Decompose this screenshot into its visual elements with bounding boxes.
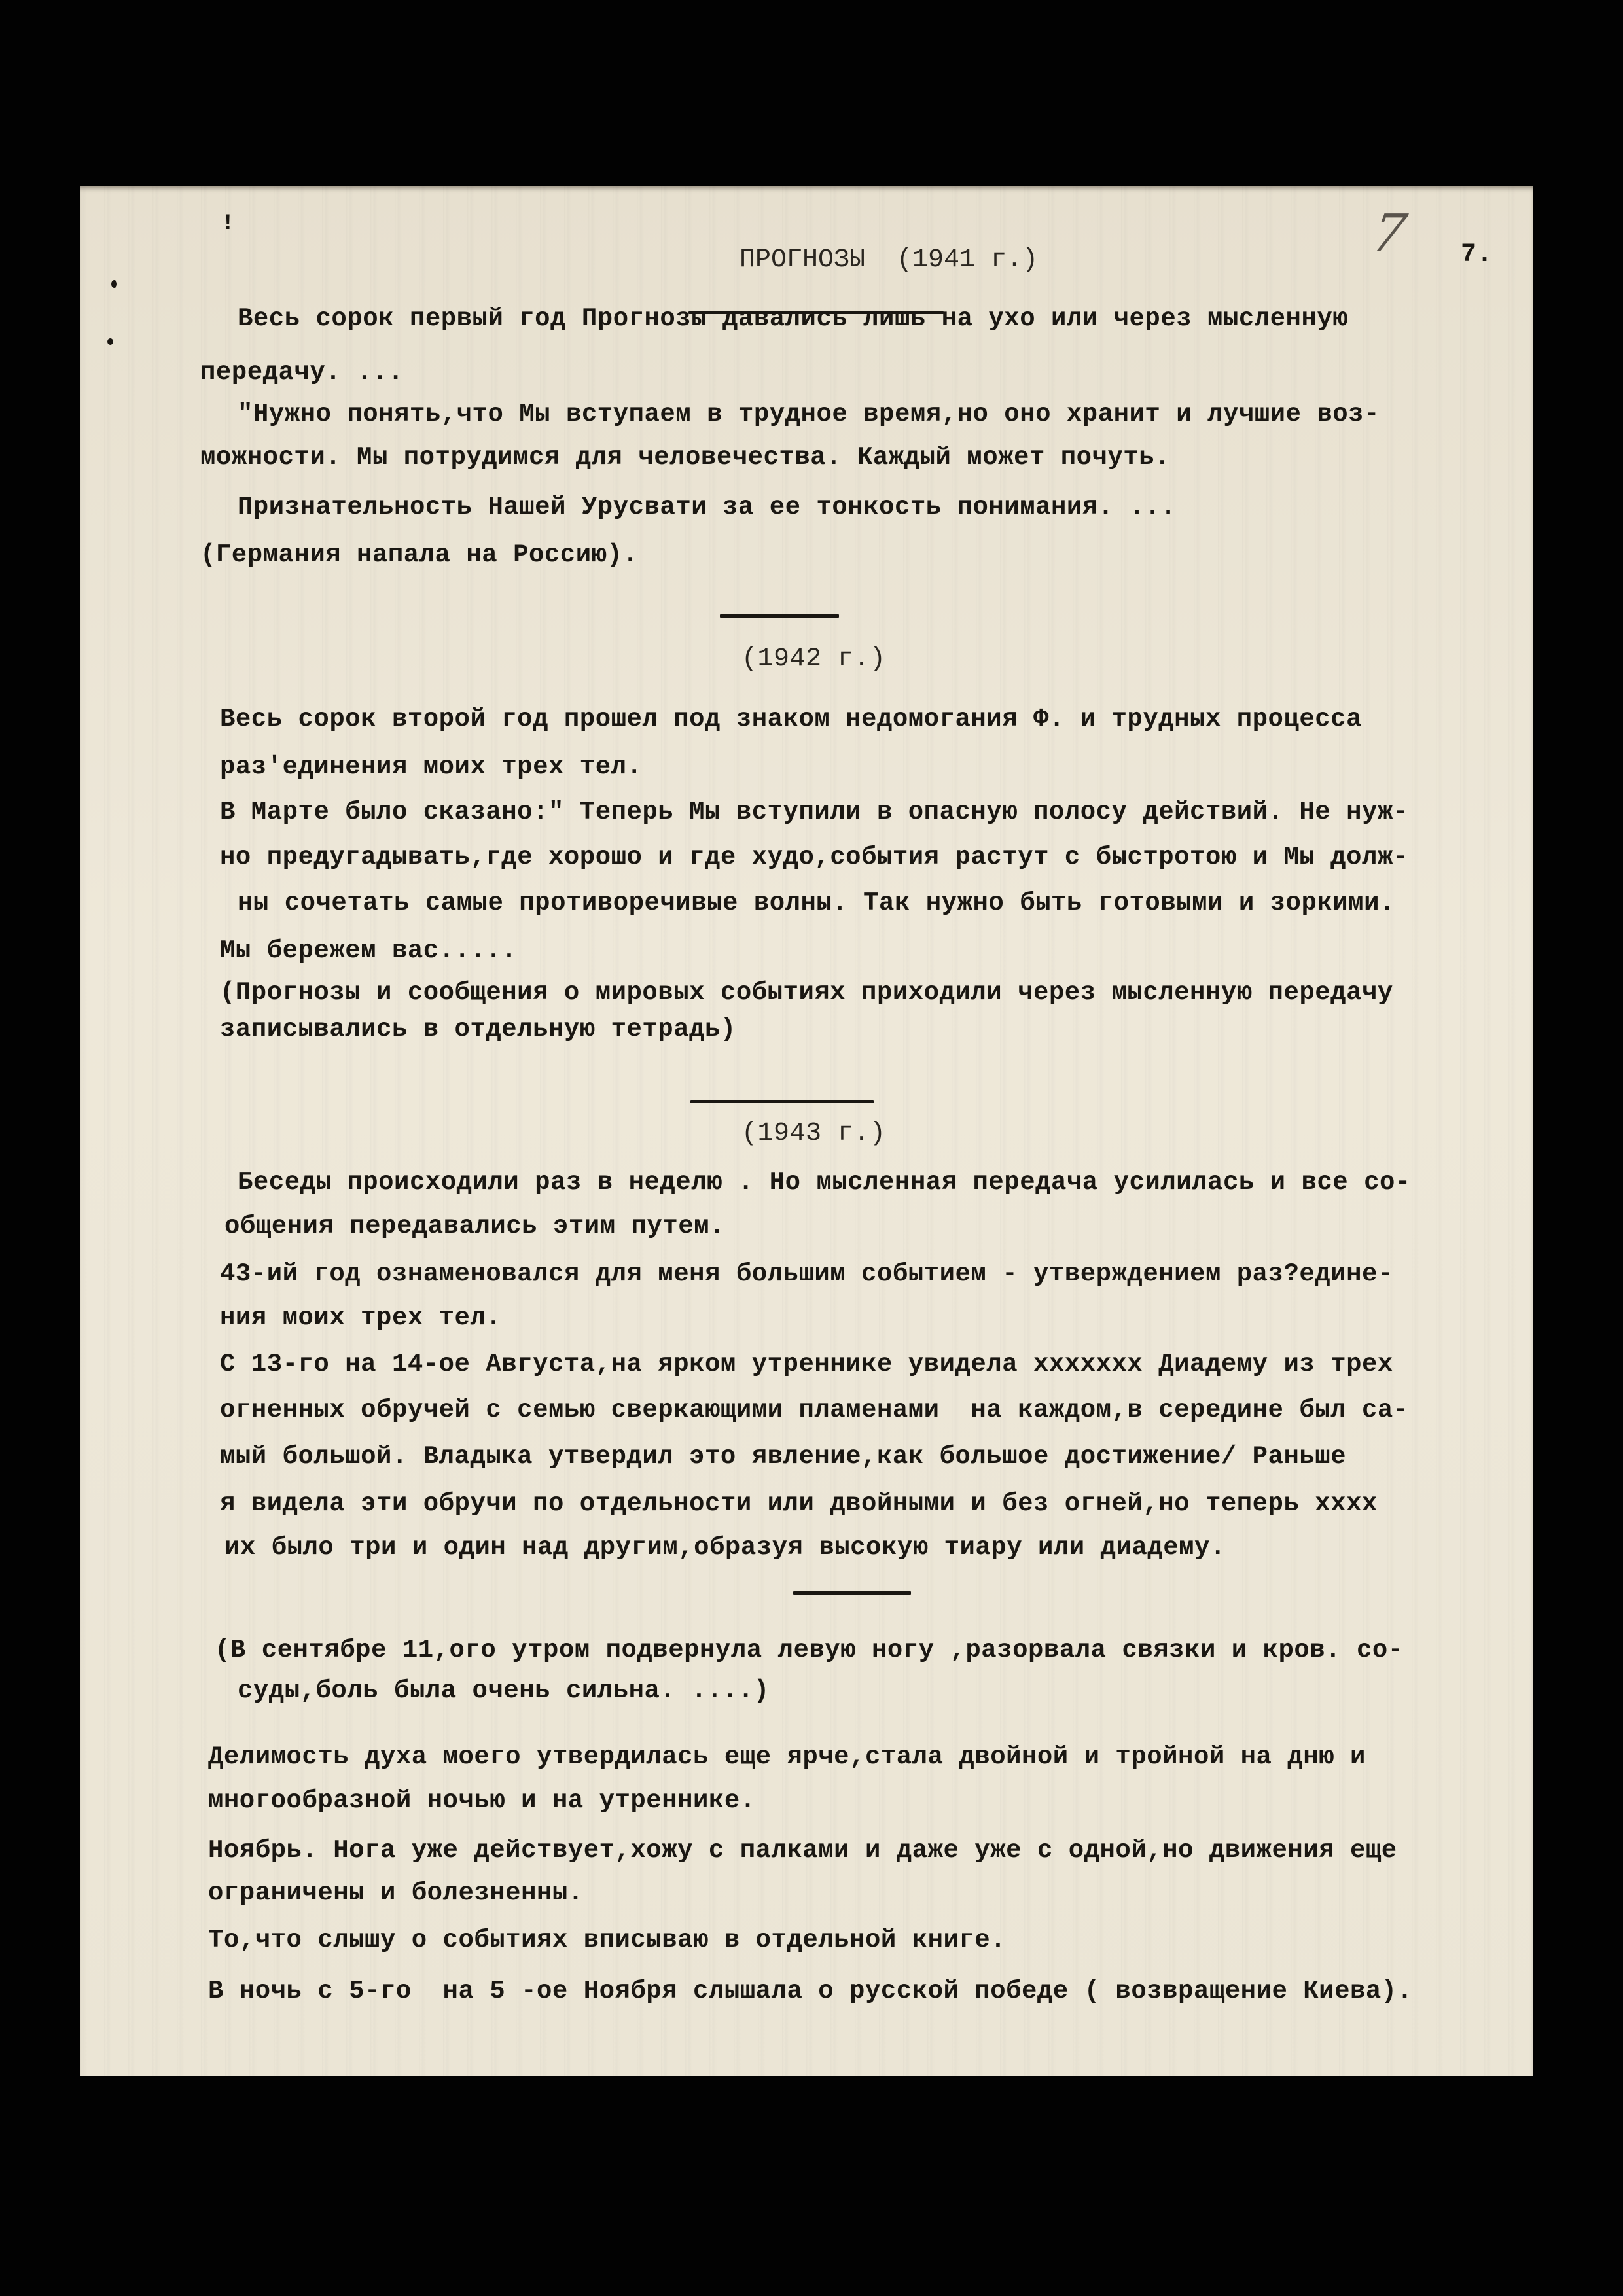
section-heading: (1942 г.) [741,645,886,674]
text-line: Беседы происходили раз в неделю . Но мысленная передача усилилась и все со- [238,1168,1411,1197]
text-line: То,что слышу о событиях вписываю в отдельной книге. [208,1926,1007,1954]
text-line: ны сочетать самые противоречивые волны. Так нужно быть готовыми и зоркими. [238,889,1395,917]
text-line: но предугадывать,где хорошо и где худо,события растут с быстротою и Мы долж- [220,843,1409,872]
text-line: (В сентябре 11,ого утром подвернула левую ногу ,разорвала связки и кров. со- [215,1636,1404,1665]
section-separator [690,1100,874,1103]
text-line: В Марте было сказано:" Теперь Мы вступили в опасную полосу действий. Не нуж- [220,798,1409,826]
text-line: передачу. ... [200,358,404,387]
text-line: Делимость духа моего утвердилась еще ярче,стала двойной и тройной на дню и [208,1742,1366,1771]
text-line: ния моих трех тел. [220,1303,502,1332]
punch-hole-mark [107,338,113,345]
text-line: их было три и один над другим,образуя высокую тиару или диадему. [224,1533,1226,1562]
text-line: Весь сорок первый год Прогнозы давались лишь на ухо или через мысленную [238,304,1349,333]
typed-page-number: 7. [1461,240,1493,270]
text-line: Ноябрь. Нога уже действует,хожу с палками и даже уже с одной,но движения еще [208,1836,1397,1865]
text-line: Мы бережем вас..... [220,936,518,965]
text-line: многообразной ночью и на утреннике. [208,1786,756,1815]
handwritten-page-number: 7 [1368,204,1411,263]
text-line: ограничены и болезненны. [208,1879,584,1907]
punch-hole-mark [111,280,117,288]
text-line: 43-ий год ознаменовался для меня большим событием - утверждением раз?едине- [220,1260,1393,1288]
text-line: (Прогнозы и сообщения о мировых событиях приходили через мысленную передачу [220,978,1393,1007]
text-line: можности. Мы потрудимся для человечества. Каждый может почуть. [200,443,1171,472]
text-line: Признательность Нашей Урусвати за ее тонкость понимания. ... [238,493,1177,521]
section-separator [793,1591,911,1595]
text-line: общения передавались этим путем. [224,1212,725,1241]
text-line: "Нужно понять,что Мы вступаем в трудное время,но оно хранит и лучшие воз- [238,400,1380,429]
text-line: С 13-го на 14-ое Августа,на ярком утреннике увидела ххххххх Диадему из трех [220,1350,1393,1379]
text-line: В ночь с 5-го на 5 -ое Ноября слышала о русской победе ( возвращение Киева). [208,1977,1413,2005]
text-line: Весь сорок второй год прошел под знаком недомогания Ф. и трудных процесса [220,705,1362,733]
text-line: я видела эти обручи по отдельности или двойными и без огней,но теперь хххх [220,1489,1378,1518]
text-line: суды,боль была очень сильна. ....) [238,1676,770,1705]
page-title: ПРОГНОЗЫ (1941 г.) [740,245,1039,275]
section-separator [720,614,839,618]
text-line: раз'единения моих трех тел. [220,752,643,781]
margin-mark: ! [221,211,235,236]
text-line: записывались в отдельную тетрадь) [220,1015,736,1044]
text-line: огненных обручей с семью сверкающими пламенами на каждом,в середине был са- [220,1396,1409,1424]
text-line: (Германия напала на Россию). [200,540,639,569]
text-line: мый большой. Владыка утвердил это явление,как большое достижение/ Раньше [220,1442,1347,1471]
section-heading: (1943 г.) [741,1119,886,1148]
